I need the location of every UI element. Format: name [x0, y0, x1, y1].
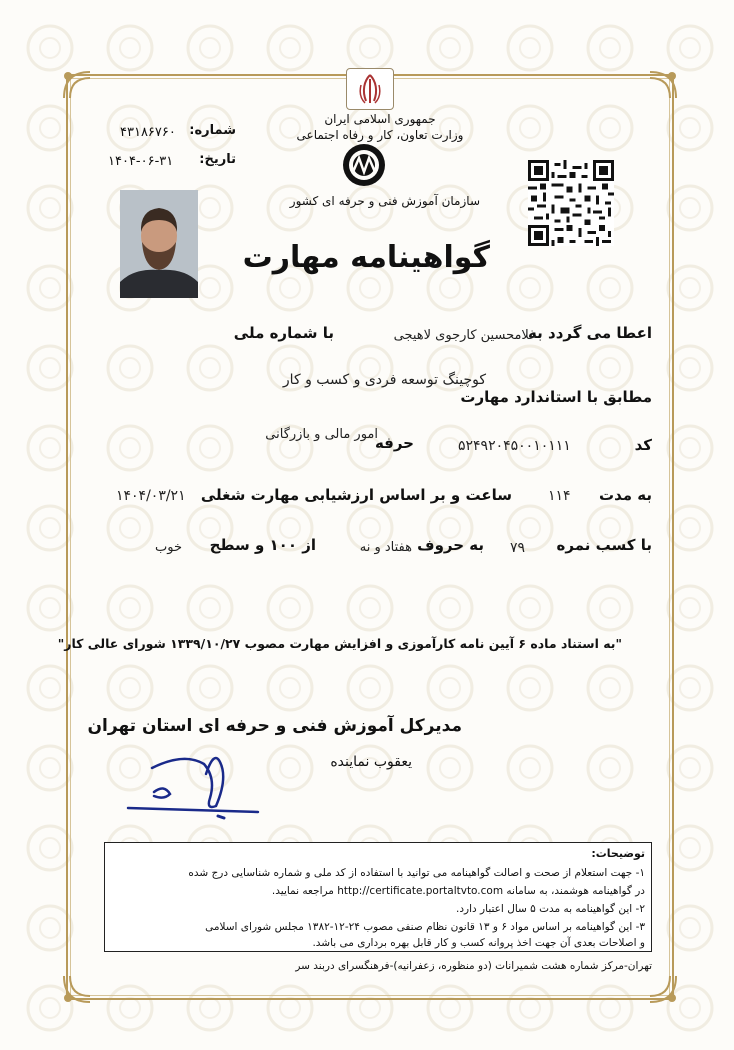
number-label: شماره:: [189, 123, 236, 138]
note-line: ۲- این گواهینامه به مدت ۵ سال اعتبار دارد.: [456, 903, 645, 915]
duration-label: به مدت: [599, 486, 652, 504]
notes-heading: توضیحات:: [591, 847, 645, 860]
holder-photo: [120, 190, 198, 298]
standard-code: ۵۲۴۹۲۰۴۵۰۰۱۰۱۱۱: [458, 438, 571, 454]
holder-name: غلامحسین کارجوی لاهیجی: [393, 328, 536, 343]
level-value: خوب: [155, 540, 182, 555]
corner-ornament-icon: [646, 68, 680, 102]
corner-ornament-icon: [60, 68, 94, 102]
note-line: ۱- جهت استعلام از صحت و اصالت گواهینامه می توانید با استفاده از کد ملی و شماره شناسایی درج شده: [188, 867, 645, 879]
corner-ornament-icon: [646, 972, 680, 1006]
duration-hours: ۱۱۴: [548, 488, 571, 504]
decree-text: "به استناد ماده ۶ آیین نامه کارآموزی و افزایش مهارت مصوب ۱۳۳۹/۱۰/۲۷ شورای عالی کار": [57, 636, 622, 651]
in-words-label: به حروف: [417, 536, 484, 554]
national-id-label: با شماره ملی: [233, 324, 334, 342]
trade-value: امور مالی و بازرگانی: [265, 427, 378, 442]
gov-line-1: جمهوری اسلامی ایران: [324, 112, 436, 126]
date-label: تاریخ:: [199, 152, 236, 167]
notes-box: [104, 842, 652, 952]
issuing-address: تهران-مرکز شماره هشت شمیرانات (دو منظوره، زعفرانیه)-فرهنگسرای دربند سر: [295, 960, 652, 972]
signatory-name: یعقوب نماینده: [330, 754, 412, 770]
note-line: در گواهینامه هوشمند، به سامانه http://certificate.portaltvto.com مراجعه نمایید.: [271, 885, 645, 897]
iran-emblem-icon: [346, 68, 394, 110]
tvto-logo-icon: [341, 142, 387, 188]
certificate-date: ۱۴۰۴-۰۶-۳۱: [108, 154, 174, 169]
out-of-level-label: از ۱۰۰ و سطح: [209, 536, 316, 554]
score-value: ۷۹: [510, 540, 526, 556]
trade-label: حرفه: [374, 434, 414, 452]
certificate-title: گواهینامه مهارت: [242, 240, 490, 275]
certificate-number: ۴۳۱۸۶۷۶۰: [120, 125, 176, 140]
corner-ornament-icon: [60, 972, 94, 1006]
signature-image: [124, 738, 264, 822]
note-line: ۳- این گواهینامه بر اساس مواد ۶ و ۱۳ قانون نظام صنفی مصوب ۲۴-۱۲-۱۳۸۲ مجلس شورای اسلامی: [205, 921, 645, 933]
standard-value: کوچینگ توسعه فردی و کسب و کار: [282, 372, 486, 388]
code-label: کد: [634, 436, 652, 454]
org-name: سازمان آموزش فنی و حرفه ای کشور: [289, 194, 480, 208]
score-in-words: هفتاد و نه: [359, 540, 412, 555]
granted-label: اعطا می گردد به: [528, 324, 652, 342]
exam-date: ۱۴۰۴/۰۳/۲۱: [116, 488, 186, 504]
standard-label: مطابق با استاندارد مهارت: [460, 388, 652, 406]
ministry-name: وزارت تعاون، کار و رفاه اجتماعی: [296, 128, 464, 142]
hours-assessment-label: ساعت و بر اساس ارزشیابی مهارت شغلی: [200, 486, 512, 504]
signatory-title: مدیرکل آموزش فنی و حرفه ای استان تهران: [87, 716, 462, 736]
score-label: با کسب نمره: [556, 536, 652, 554]
qr-code-icon[interactable]: [528, 160, 614, 246]
note-line: و اصلاحات بعدی آن جهت اخذ پروانه کسب و کار قابل بهره برداری می باشد.: [312, 937, 645, 949]
